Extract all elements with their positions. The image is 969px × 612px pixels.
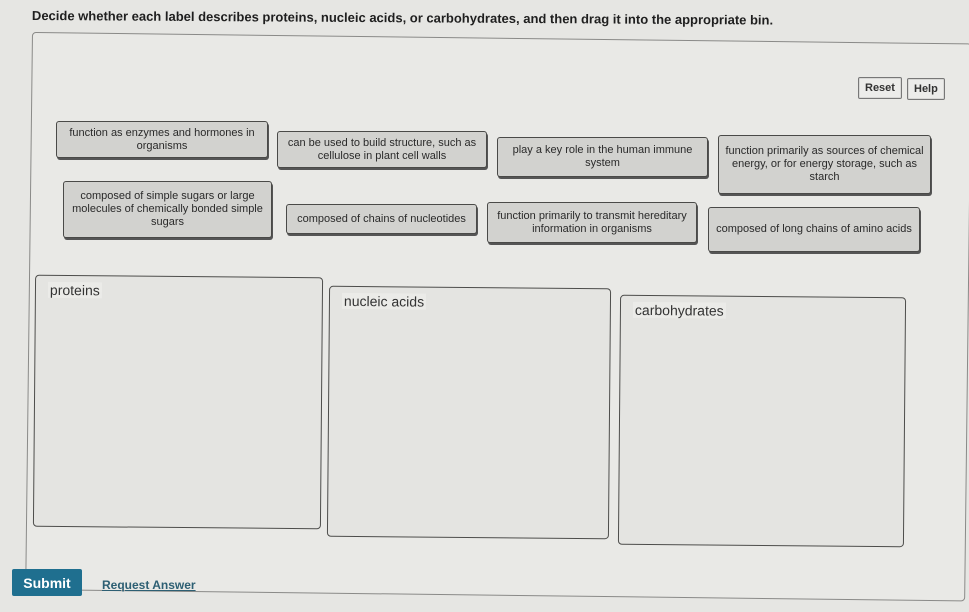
label-text: composed of long chains of amino acids <box>716 223 912 235</box>
request-answer-link[interactable]: Request Answer <box>102 578 196 592</box>
label-text: play a key role in the human immune system <box>512 144 693 169</box>
label-text: function primarily to transmit hereditary information in organisms <box>497 209 687 235</box>
label-tile-amino-acids[interactable] <box>708 207 920 252</box>
label-text: function primarily as sources of chemical energy, or for energy storage, such as starch <box>725 145 924 183</box>
instruction-text: Decide whether each label describes proteins, nucleic acids, or carbohydrates, and then drag it into the appropriate bin. <box>31 8 774 28</box>
label-tile-energy-storage[interactable] <box>718 135 931 194</box>
reset-button[interactable]: Reset <box>858 77 902 99</box>
bin-nucleic-acids[interactable] <box>327 286 611 539</box>
bin-proteins[interactable] <box>33 275 323 530</box>
submit-button[interactable]: Submit <box>12 569 82 596</box>
help-button[interactable]: Help <box>907 78 945 100</box>
label-tile-enzymes-hormones[interactable] <box>56 121 268 158</box>
label-text: function as enzymes and hormones in organisms <box>69 126 255 152</box>
label-tile-hereditary-info[interactable] <box>487 202 697 243</box>
label-text: composed of simple sugars or large molecules of chemically bonded simple sugars <box>72 190 263 228</box>
label-text: composed of chains of nucleotides <box>297 212 466 225</box>
bin-title: nucleic acids <box>343 292 425 310</box>
label-text: can be used to build structure, such as cellulose in plant cell walls <box>287 136 477 162</box>
label-tile-nucleotides[interactable] <box>286 204 477 234</box>
bin-title: proteins <box>49 281 100 299</box>
bin-title: carbohydrates <box>634 301 724 319</box>
label-tile-immune-system[interactable] <box>497 137 708 177</box>
bin-carbohydrates[interactable] <box>618 295 906 547</box>
label-tile-cellulose-structure[interactable] <box>277 131 487 168</box>
label-tile-simple-sugars[interactable] <box>63 181 272 238</box>
